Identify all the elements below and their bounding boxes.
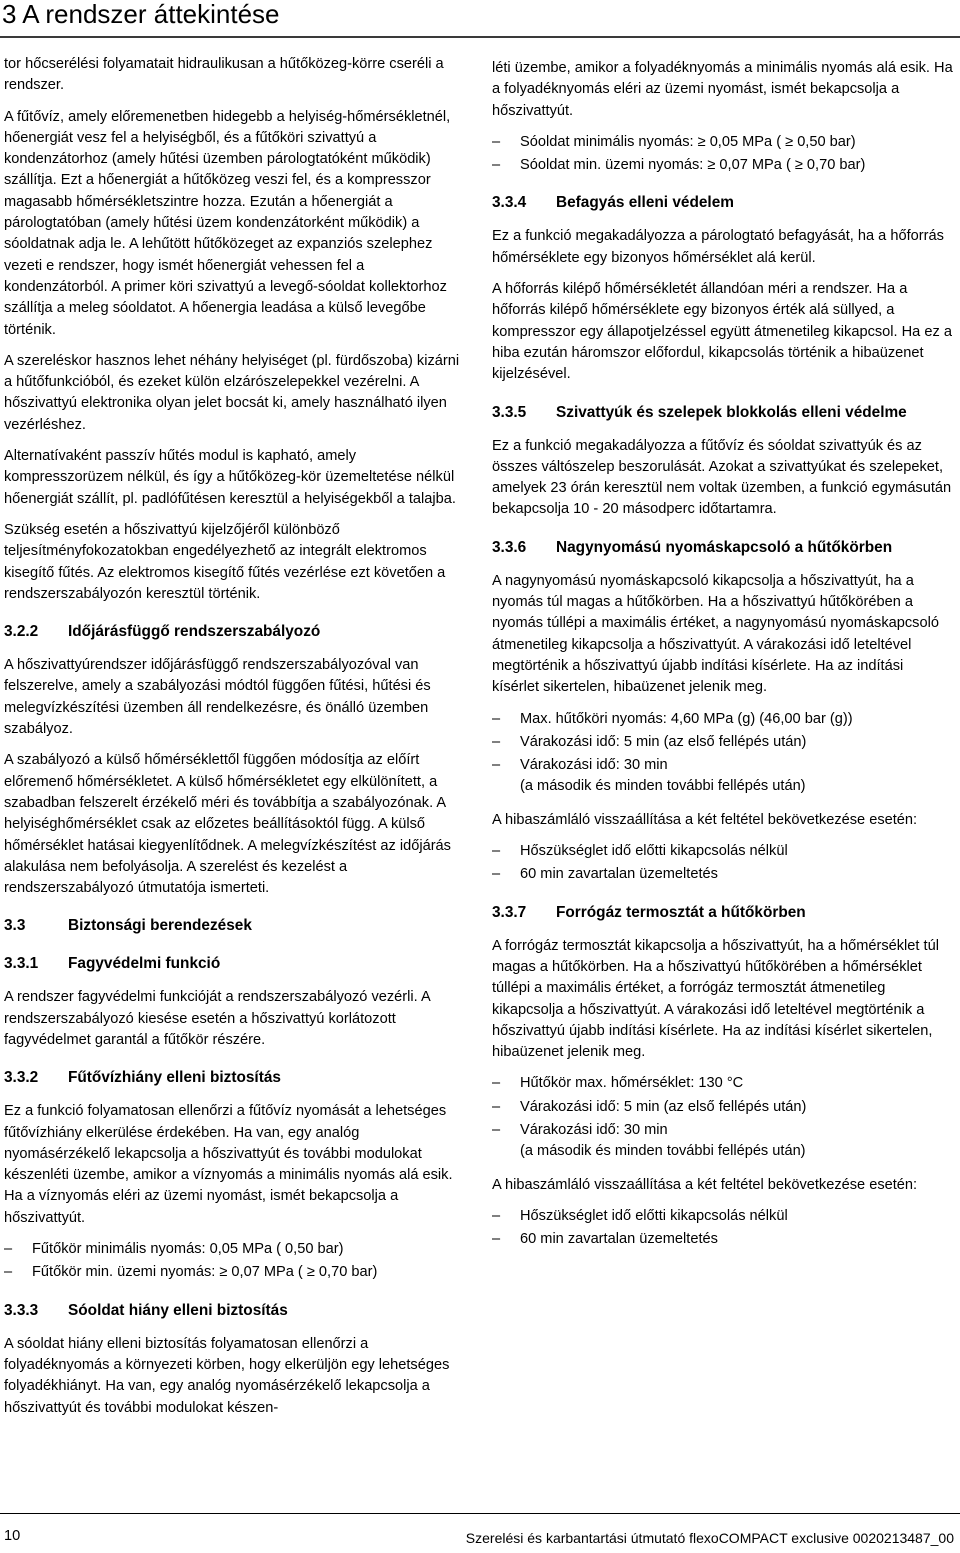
section-number: 3.3.1 [4,955,39,973]
list-item-text: – Várakozási idő: 30 min [520,757,668,774]
section-title: Fűtővízhiány elleni biztosítás [68,1069,281,1087]
list-item-text: – Várakozási idő: 30 min [520,1121,668,1138]
section-number: 3.3.6 [492,538,527,556]
footer-document-title: Szerelési és karbantartási útmutató flexoCOMPACT exclusive 0020213487_00 [465,1530,954,1546]
paragraph: Ez a funkció megakadályozza a párologtató befagyását, ha a hőforrás hőmérséklete egy bizonyos hőmérséklet alá kerül. [492,228,944,266]
paragraph: A szabályozó a külső hőmérséklettől függően módosítja az előírt előremenő hőmérsékletet. A külső hőmérsékletet egy elkülönített, a szabadban felszerelt érzékelő méri és továbbítja a szabályozónak. A helyiséghőmérséklet csak az előzetes beállításoktól függ. A külső hőmérséklet hatásai kiegyenlítődnek. A melegvízkészítést az időjárás alakulása nem befolyásolja. A szerelést és kezelést a rendszerszabályozó útmutatója ismerteti. [4,752,451,897]
paragraph: A szereléskor hasznos lehet néhány helyiséget (pl. fürdőszoba) kizárni a hűtőfunkcióból, és ezeket külön elzárószelepekkel vezérelni. A hőszivattyú elektronika olyan jelet bocsát ki, amely használható ilyen vezérléshez. [4,352,460,433]
footer-divider [0,1513,960,1514]
paragraph: A rendszer fagyvédelmi funkcióját a rendszerszabályozó vezérli. A rendszerszabályozó kiesése esetén a hőszivattyú korlátozott fagyvédelmet garantál a fűtőkör részére. [4,989,430,1048]
paragraph: Ez a funkció folyamatosan ellenőrzi a fűtővíz nyomását a lehetséges fűtővízhiány elkerülése érdekében. Ha van, egy analóg nyomásérzékelő lekapcsolja a hőszivattyút és további modulokat készenléti üzembe, amikor a víznyomás a minimális nyomás alá esik. Ha a víznyomás eléri az üzemi nyomást, ismét bekapcsolja a hőszivattyút. [4,1103,453,1226]
dash-list [492,132,954,177]
section-heading-3-2-2 [4,621,466,643]
dash-list [492,709,954,798]
list-item: – Fűtőkör min. üzemi nyomás: ≥ 0,07 MPa ( ≥ 0,70 bar) [4,1262,466,1283]
paragraph: A sóoldat hiány elleni biztosítás folyamatosan ellenőrzi a folyadéknyomás a környezeti körben, hogy elkerüljön egy lehetséges folyadékhiányt. Ha van, egy analóg nyomásérzékelő lekapcsolja a hőszivattyút és további modulokat készen- [4,1335,450,1416]
list-item: – Sóoldat minimális nyomás: ≥ 0,05 MPa ( ≥ 0,50 bar) [492,132,954,153]
list-item-continuation: (a második és minden további fellépés után) [520,1143,806,1160]
list-item: – Várakozási idő: 5 min (az első fellépés után) [492,732,954,753]
list-item-continuation: (a második és minden további fellépés után) [520,778,806,795]
section-number: 3.2.2 [4,623,39,641]
section-title: Fagyvédelmi funkció [68,955,221,973]
paragraph: A hőforrás kilépő hőmérsékletét állandóan méri a rendszer. Ha a hőforrás kilépő hőmérséklete egy bizonyos érték alá süllyed, a kompresszor egy állapotjelzéssel együtt átmenetileg kikapcsol. Ha ez a hiba ezután háromszor előfordul, kikapcsolás történik a hibaüzenet kijelzésével. [492,281,952,383]
list-item: – Hűtőkör max. hőmérséklet: 130 °C [492,1073,954,1094]
section-number: 3.3.3 [4,1301,39,1319]
section-number: 3.3.2 [4,1069,39,1087]
section-heading-3-3-1 [4,953,466,975]
paragraph: A forrógáz termosztát kikapcsolja a hőszivattyút, ha a hőmérséklet túl magas a hűtőkörben. Ha a hőszivattyú hűtőkörében a hőmérséklet túllépi a maximális értéket, a forrógáz termosztát átmenetileg kikapcsolja a hőszivattyút. A várakozási idő leteltével megtörténik a hőszivattyú újabb indítási kísérlete. Ha az indítási kísérlet sikertelen, hibaüzenet jelenik meg. [492,937,939,1061]
section-title: Időjárásfüggő rendszerszabályozó [68,623,321,641]
left-column [4,54,466,1429]
right-column [492,58,954,1262]
paragraph: Alternatívaként passzív hűtés modul is kapható, amely kompresszorüzem nélkül, és így a hűtőközeg-kör üzemeltetése nélkül hőenergiát szállít, pl. padlófűtésen keresztül a helyiségekből a talajba. [4,448,456,507]
paragraph: A hőszivattyúrendszer időjárásfüggő rendszerszabályozóval van felszerelve, amely a szabályozási módtól függően fűtési, hűtési és melegvízkészítési üzemben áll rendelkezésre, és önálló üzemben szabályoz. [4,657,431,738]
list-item: – Hőszükséglet idő előtti kikapcsolás nélkül [492,841,954,862]
paragraph: Ez a funkció megakadályozza a fűtővíz és sóoldat szivattyúk és az összes váltószelep beszorulását. Azokat a szivattyúkat és szelepeket, amelyek 23 órán keresztül nem voltak üzemben, a funkció egymásután bekapcsolja 10 - 20 másodperc időtartamra. [492,437,952,518]
section-heading-3-3-5 [492,402,954,424]
paragraph: tor hőcserélési folyamatait hidraulikusan a hűtőközeg-körre cseréli a rendszer. [4,56,444,94]
section-title: Biztonsági berendezések [68,917,252,935]
section-title: Befagyás elleni védelem [556,194,734,212]
section-number: 3.3 [4,917,26,935]
section-heading-3-3-3 [4,1300,466,1322]
dash-list [492,1206,954,1251]
section-title: Szivattyúk és szelepek blokkolás elleni védelme [556,403,907,421]
list-item: – 60 min zavartalan üzemeltetés [492,864,954,885]
list-item [492,755,954,798]
page-title: 3 A rendszer áttekintése [2,0,280,29]
section-title: Nagynyomású nyomáskapcsoló a hűtőkörben [556,538,893,556]
paragraph: A hibaszámláló visszaállítása a két feltétel bekövetkezése esetén: [492,811,918,828]
dash-list [492,1073,954,1162]
list-item [492,1120,954,1163]
section-number: 3.3.5 [492,403,527,421]
list-item: – Max. hűtőköri nyomás: 4,60 MPa (g) (46,00 bar (g)) [492,709,954,730]
section-heading-3-3-4 [492,192,954,214]
section-heading-3-3-6 [492,537,954,559]
paragraph: léti üzembe, amikor a folyadéknyomás a minimális nyomás alá esik. Ha a folyadéknyomás eléri az üzemi nyomást, ismét bekapcsolja a hőszivattyút. [492,60,953,119]
section-heading-3-3-2 [4,1067,466,1089]
section-heading-3-3-7 [492,902,954,924]
list-item: – Hőszükséglet idő előtti kikapcsolás nélkül [492,1206,954,1227]
section-title: Sóoldat hiány elleni biztosítás [68,1301,288,1319]
list-item: – Sóoldat min. üzemi nyomás: ≥ 0,07 MPa ( ≥ 0,70 bar) [492,155,954,176]
section-heading-3-3 [4,915,466,937]
paragraph: A hibaszámláló visszaállítása a két feltétel bekövetkezése esetén: [492,1176,918,1193]
list-item: – 60 min zavartalan üzemeltetés [492,1229,954,1250]
page-number: 10 [4,1528,21,1544]
paragraph: Szükség esetén a hőszivattyú kijelzőjéről különböző teljesítményfokozatokban engedélyezhető az integrált elektromos kisegítő fűtés. Az elektromos kisegítő fűtés vezérlése ezt követően a rendszerszabályozón keresztül történik. [4,521,446,602]
list-item: – Várakozási idő: 5 min (az első fellépés után) [492,1097,954,1118]
section-number: 3.3.4 [492,194,527,212]
section-title: Forrógáz termosztát a hűtőkörben [556,903,806,921]
dash-list [492,841,954,886]
section-number: 3.3.7 [492,903,527,921]
list-item: – Fűtőkör minimális nyomás: 0,05 MPa ( 0,50 bar) [4,1239,466,1260]
header-divider [0,36,960,38]
paragraph: A fűtővíz, amely előremenetben hidegebb a helyiség-hőmérsékletnél, hőenergiát vesz fel a helyiségből, és a fűtőköri szivattyú a kondenzátorhoz (amely hűtési üzemben párologtatóként működik) szállítja. Ezt a hőenergiát a hűtőközeg veszi fel, és a kompresszor magasabb hőmérsékletszintre hozza. Ezután a hőenergiát a párologtatóban (amely hűtési üzem kondenzátorként működik) a sóoldatnak adja le. A lehűtött hűtőközeget az expanziós szelephez vezeti e rendszer, hogy ismét hőenergiát vehessen fel a kondenzátorból. A primer köri szivattyú a levegő-sóoldat kollektorhoz szállítja a meleg sóoldatot. A hőenergia leadása a külső levegőbe történik. [4,108,451,338]
paragraph: A nagynyomású nyomáskapcsoló kikapcsolja a hőszivattyút, ha a nyomás túl magas a hűtőkörben. Ha a hőszivattyú hűtőkörében a nyomás túllépi a maximális értéket, a nagynyomású nyomáskapcsoló átmenetileg kikapcsolja a hőszivattyút. A várakozási idő leteltével megtörténik a hőszivattyú újabb indítási kísérlete. Ha az indítási kísérlet sikertelen, hibaüzenet jelenik meg. [492,572,939,696]
dash-list [4,1239,466,1284]
